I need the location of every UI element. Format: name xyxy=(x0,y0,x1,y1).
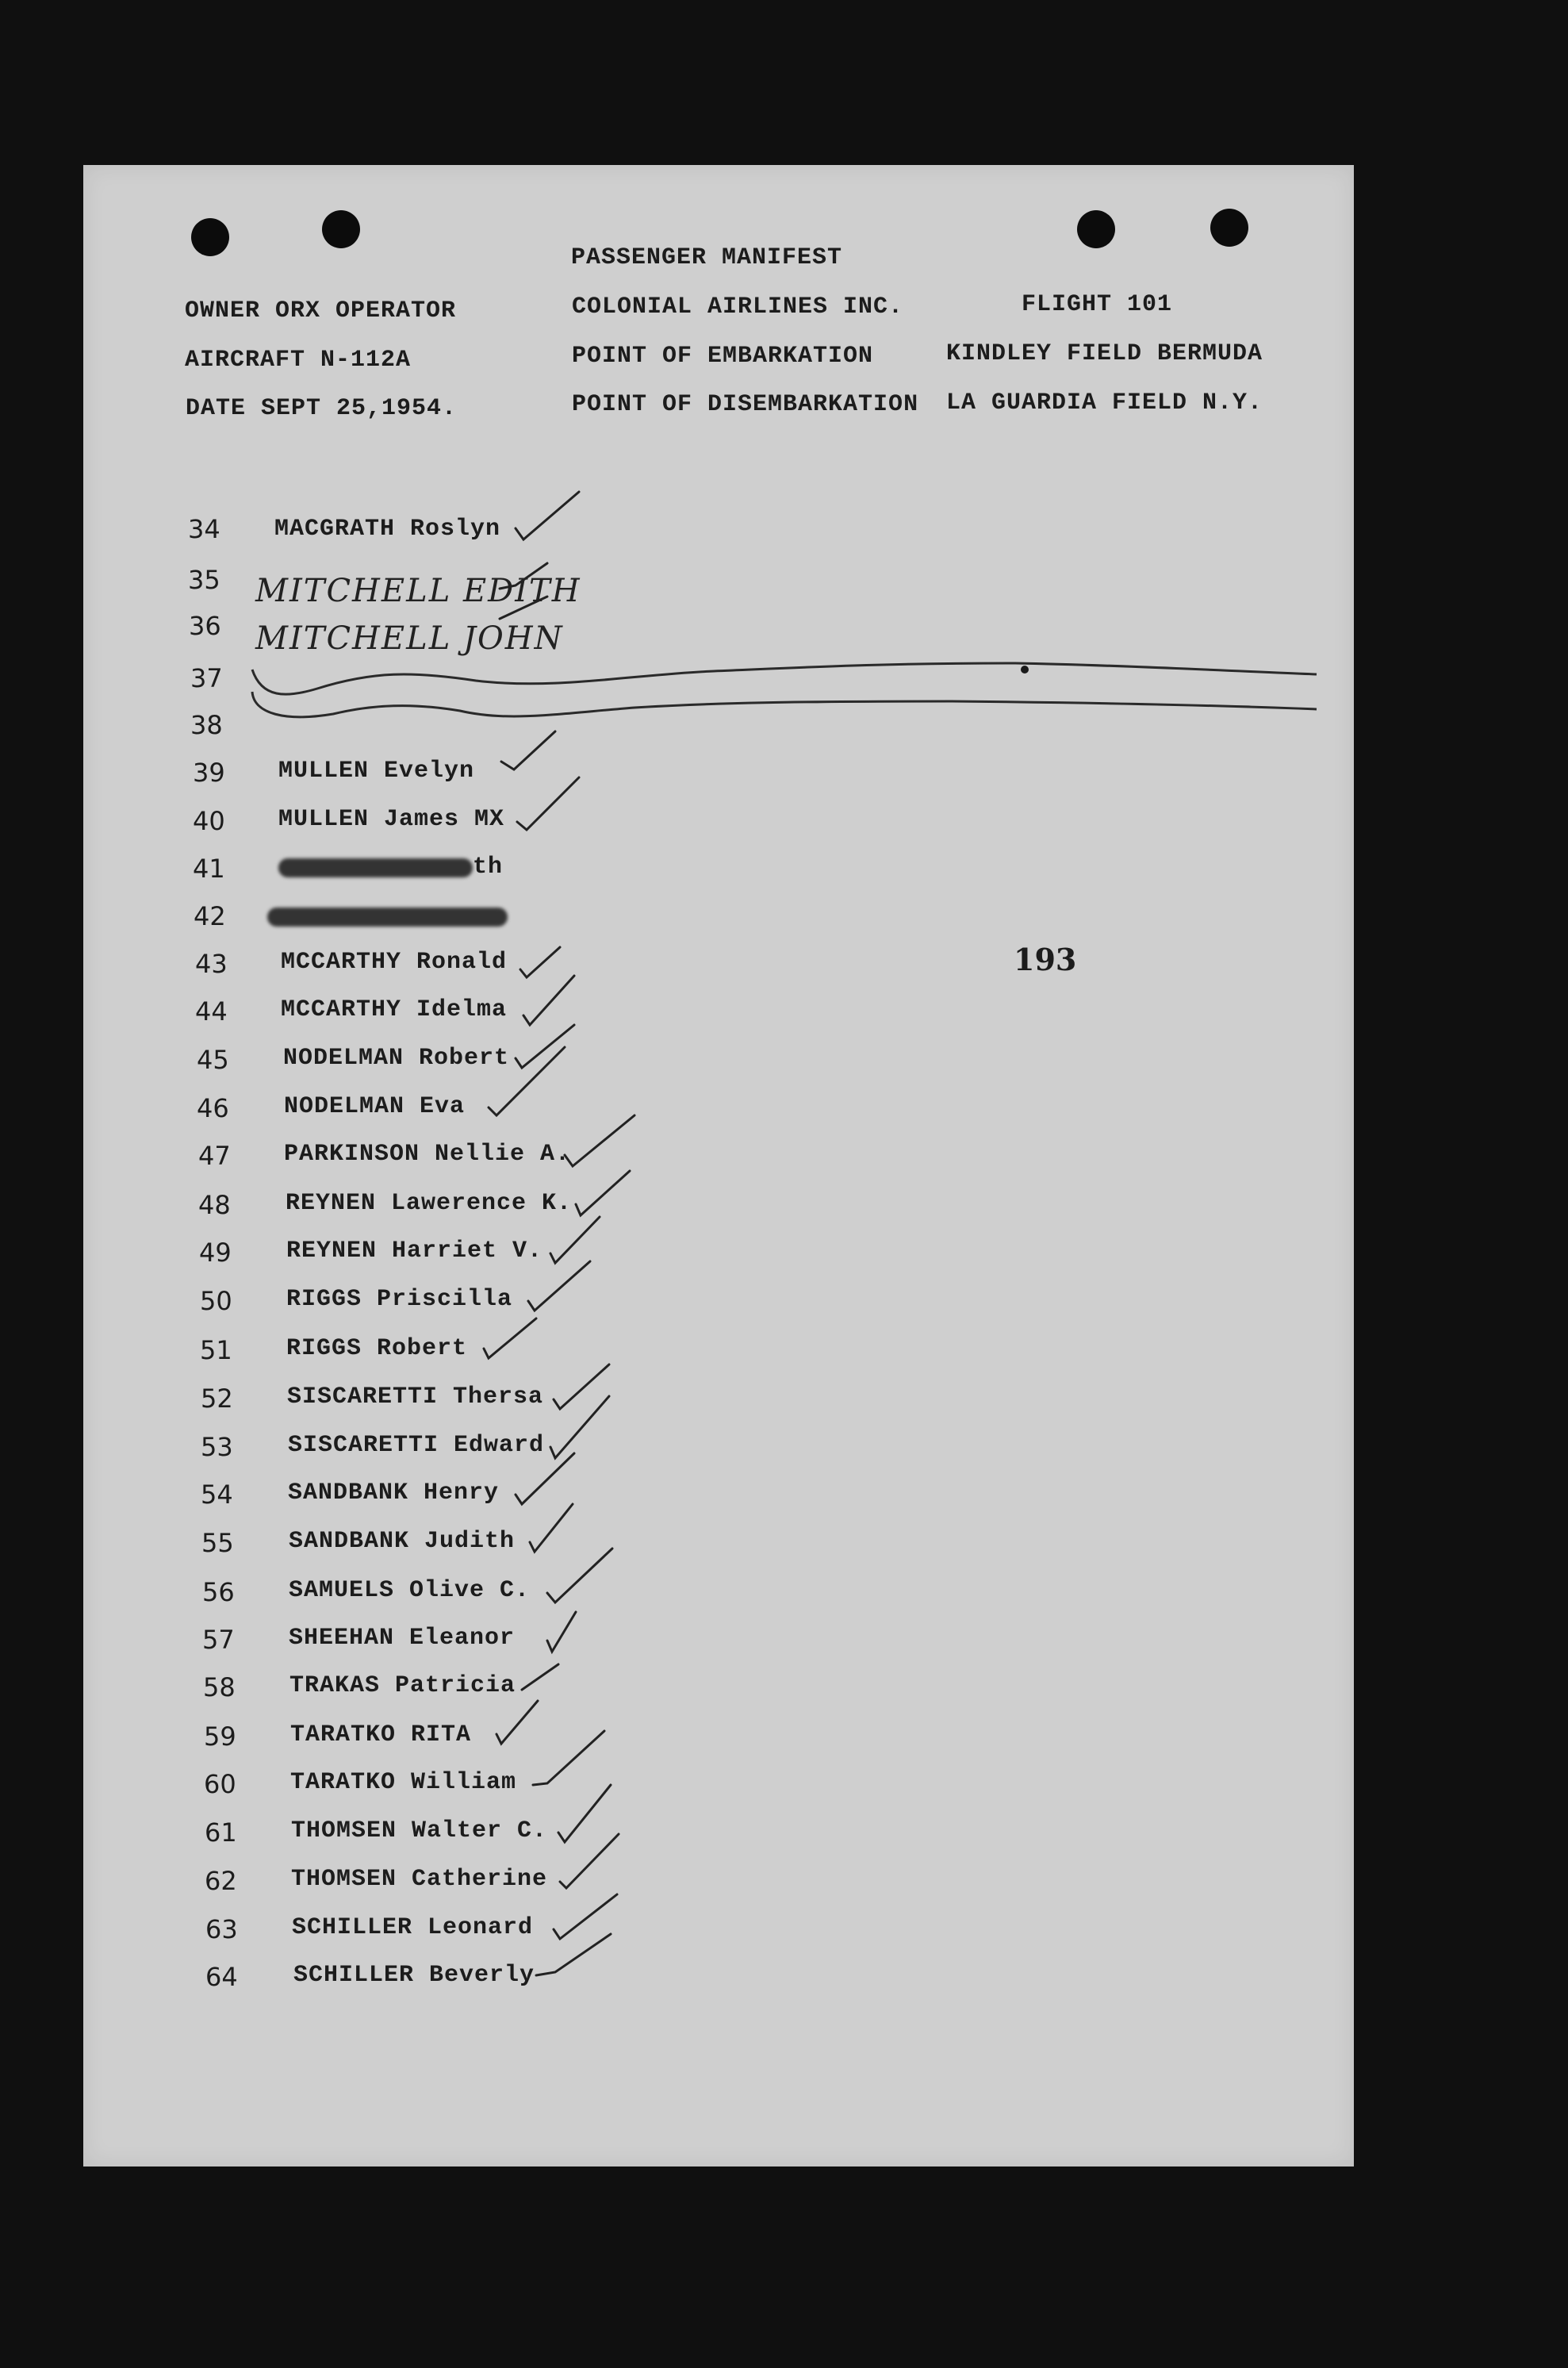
row-number: 46 xyxy=(197,1093,229,1123)
passenger-name: THOMSEN Walter C. xyxy=(291,1817,548,1844)
row-number: 47 xyxy=(198,1141,231,1171)
passenger-name: MULLEN Evelyn xyxy=(278,758,475,785)
row-number: 45 xyxy=(197,1045,229,1075)
passenger-name: SANDBANK Judith xyxy=(289,1528,516,1555)
row-number: 55 xyxy=(201,1528,234,1558)
ink-dot xyxy=(1021,666,1029,674)
passenger-name: SISCARETTI Thersa xyxy=(287,1384,544,1410)
row-number: 56 xyxy=(202,1577,235,1607)
row-number: 51 xyxy=(200,1335,232,1365)
row-number: 61 xyxy=(205,1817,237,1848)
embarkation-place: KINDLEY FIELD BERMUDA xyxy=(946,340,1263,367)
row-number: 39 xyxy=(193,758,225,788)
passenger-name: RIGGS Robert xyxy=(286,1335,468,1362)
row-number: 38 xyxy=(190,710,223,740)
row-number: 57 xyxy=(202,1625,235,1655)
passenger-name: TARATKO William xyxy=(290,1769,517,1796)
passenger-name: RIGGS Priscilla xyxy=(286,1286,513,1313)
row-number: 37 xyxy=(190,663,223,693)
flight-number: FLIGHT 101 xyxy=(1022,291,1173,318)
row-number: 48 xyxy=(198,1190,231,1220)
passenger-name: TRAKAS Patricia xyxy=(289,1672,516,1699)
manifest-date: DATE SEPT 25,1954. xyxy=(186,395,458,422)
passenger-name: PARKINSON Nellie A. xyxy=(284,1141,571,1168)
row-number: 43 xyxy=(195,949,228,979)
passenger-name: MULLEN James MX xyxy=(278,806,505,833)
row-number: 54 xyxy=(201,1480,233,1510)
handwritten-passenger-name: MITCHELL EDITH xyxy=(255,573,581,609)
owner-label: OWNER ORX OPERATOR xyxy=(185,297,457,324)
row-number: 41 xyxy=(193,854,225,884)
passenger-name: THOMSEN Catherine xyxy=(291,1866,548,1893)
embarkation-label: POINT OF EMBARKATION xyxy=(572,343,874,370)
disembarkation-place: LA GUARDIA FIELD N.Y. xyxy=(946,390,1263,416)
manifest-title: PASSENGER MANIFEST xyxy=(571,244,843,271)
passenger-name: TARATKO RITA xyxy=(290,1721,472,1748)
row-number: 53 xyxy=(201,1432,233,1462)
row-number: 44 xyxy=(195,996,228,1027)
strike-through-line xyxy=(252,692,1317,717)
passenger-name: SCHILLER Beverly xyxy=(293,1962,535,1989)
passenger-name: SAMUELS Olive C. xyxy=(289,1577,531,1604)
passenger-name: SHEEHAN Eleanor xyxy=(289,1625,516,1652)
passenger-name: MCCARTHY Ronald xyxy=(281,949,508,976)
row-number: 40 xyxy=(193,806,225,836)
row-number: 59 xyxy=(204,1721,236,1752)
disembarkation-label: POINT OF DISEMBARKATION xyxy=(572,391,919,418)
passenger-name: NODELMAN Eva xyxy=(284,1093,466,1120)
row-number: 42 xyxy=(194,901,226,931)
row-number: 60 xyxy=(204,1769,236,1799)
strike-through-line xyxy=(252,663,1317,694)
passenger-name: SCHILLER Leonard xyxy=(292,1914,534,1941)
row-number: 64 xyxy=(205,1962,238,1992)
passenger-name: REYNEN Lawerence K. xyxy=(286,1190,573,1217)
passenger-name: NODELMAN Robert xyxy=(283,1045,510,1072)
aircraft-id: AIRCRAFT N-112A xyxy=(185,347,412,374)
row-number: 62 xyxy=(205,1866,237,1896)
row-number: 63 xyxy=(205,1914,238,1944)
handwritten-passenger-name: MITCHELL JOHN xyxy=(255,620,564,657)
passenger-name: MACGRATH Roslyn xyxy=(274,516,501,543)
operator-name: COLONIAL AIRLINES INC. xyxy=(572,294,904,320)
row-number: 58 xyxy=(203,1672,236,1702)
passenger-name: SANDBANK Henry xyxy=(288,1480,500,1506)
row-number: 34 xyxy=(188,514,220,544)
row-number: 49 xyxy=(199,1238,232,1268)
row-number: 52 xyxy=(201,1384,233,1414)
row-number: 36 xyxy=(189,611,221,641)
row-number: 50 xyxy=(200,1286,232,1316)
passenger-name-redacted: th xyxy=(473,854,504,881)
passenger-name: REYNEN Harriet V. xyxy=(286,1238,543,1265)
passenger-name: SISCARETTI Edward xyxy=(288,1432,545,1459)
row-number: 35 xyxy=(188,565,220,595)
page-number: 193 xyxy=(1014,942,1077,977)
passenger-name: MCCARTHY Idelma xyxy=(281,996,508,1023)
